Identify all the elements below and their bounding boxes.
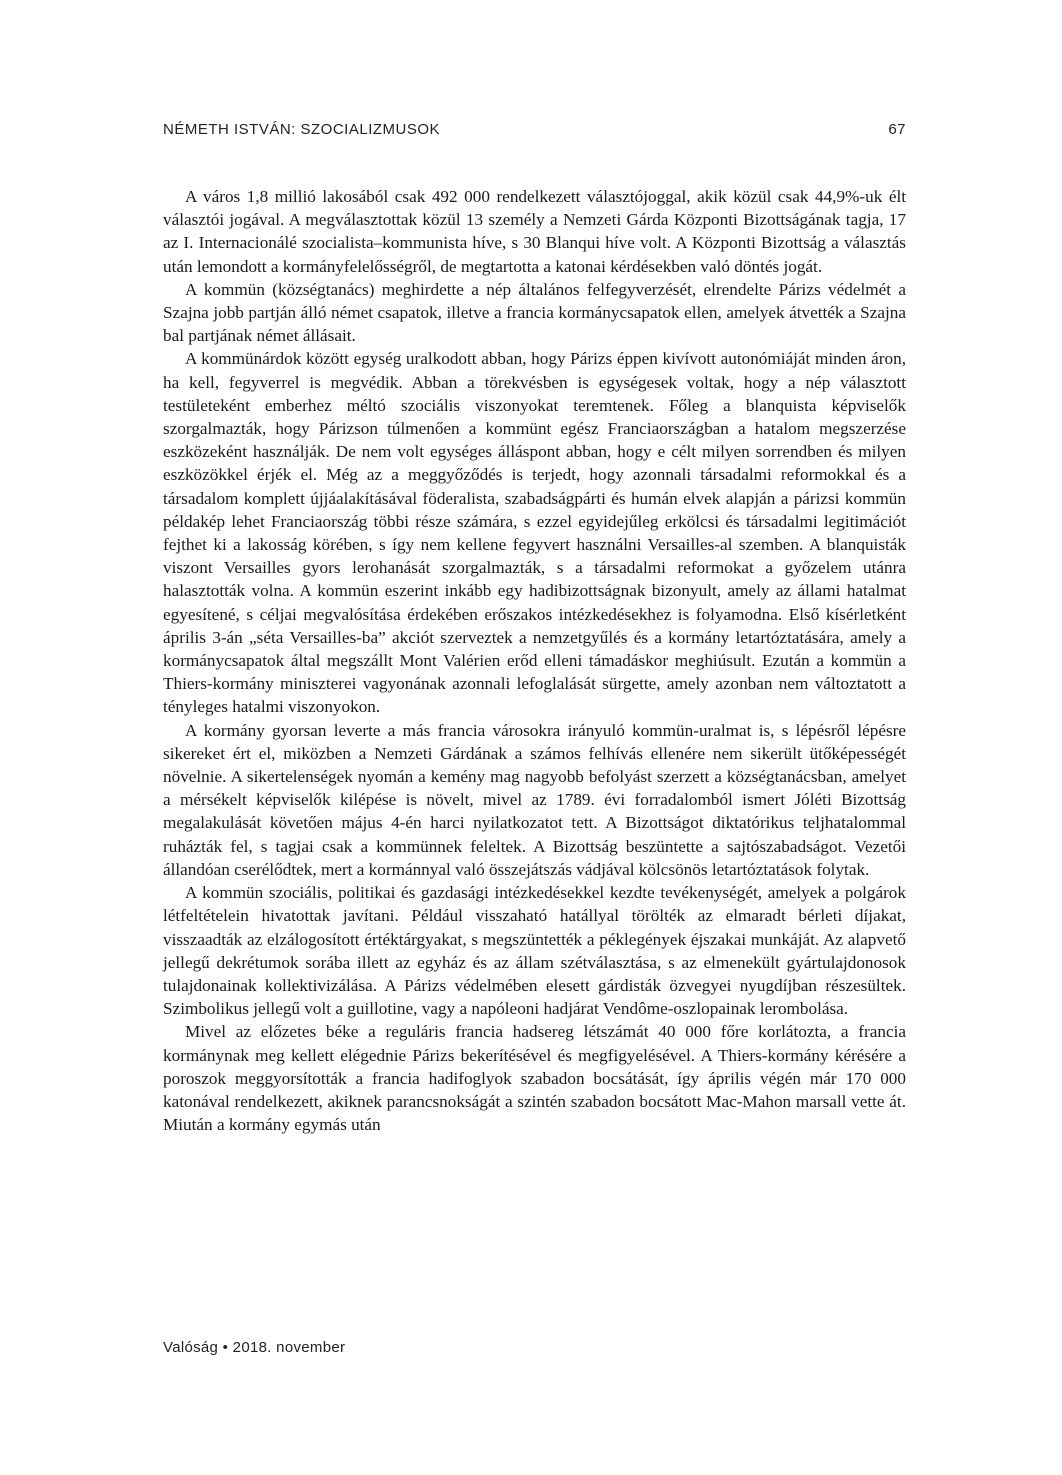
- paragraph: A kormány gyorsan leverte a más francia városokra irányuló kommün-uralmat is, s lépésről lépésre sikereket ért el, miközben a Nemzeti Gárdának a számos felhívás ellenére nem sikerült ütőképességét növelnie. A sikertelenségek nyomán a kemény mag nagyobb befolyást szerzett a községtanácsban, amelyet a mérsékelt képviselők kilépése is növelt, mivel az 1789. évi forradalomból ismert Jóléti Bizottság megalakulását követően május 4-én harci nyilatkozatot tett. A Bizottságot diktatórikus teljhatalommal ruházták fel, s tagjai csak a kommünnek feleltek. A Bizottság beszüntette a sajtószabadságot. Vezetői állandóan cserélődtek, mert a kormánnyal való összejátszás vádjával kölcsönös letartóztatások folytak.: [163, 720, 906, 879]
- article-body: [163, 185, 906, 1136]
- running-header-title: NÉMETH ISTVÁN: SZOCIALIZMUSOK: [163, 121, 441, 138]
- paragraph: Mivel az előzetes béke a reguláris francia hadsereg létszámát 40 000 főre korlátozta, a francia kormánynak meg kellett elégednie Párizs bekerítésével és megfigyelésével. A Thiers-kormány kérésére a poroszok meggyorsították a francia hadifoglyok szabadon bocsátását, így április végén már 170 000 katonával rendelkezett, akiknek parancsnokságát a szintén szabadon bocsátott Mac-Mahon marsall vette át. Miután a kormány egymás után: [163, 1022, 906, 1135]
- page-footer: Valóság • 2018. november: [163, 1339, 346, 1356]
- paragraph: A kommün szociális, politikai és gazdasági intézkedésekkel kezdte tevékenységét, amelyek a polgárok létfeltételein hivatottak javítani. Például visszaható hatállyal törölték az elmaradt bérleti díjakat, visszaadták az elzálogosított értéktárgyakat, s megszüntették a péklegények éjszakai munkáját. Az alapvető jellegű dekrétumok sorába illett az egyház és az állam szétválasztása, s az elmenekült gyártulajdonosok tulajdonainak kollektivizálása. A Párizs védelmében elesett gárdisták özvegyei nyugdíjban részesültek. Szimbolikus jellegű volt a guillotine, vagy a napóleoni hadjárat Vendôme-oszlopainak lerombolása.: [163, 883, 906, 1019]
- paragraph: A város 1,8 millió lakosából csak 492 000 rendelkezett választójoggal, akik közül csak 44,9%-uk élt választói jogával. A megválasztottak közül 13 személy a Nemzeti Gárda Központi Bizottságának tagja, 17 az I. Internacionálé szocialista–kommunista híve, s 30 Blanqui híve volt. A Központi Bizottság a választás után lemondott a kormányfelelősségről, de megtartotta a katonai kérdésekben való döntés jogát.: [163, 187, 906, 276]
- paragraph: A kommünárdok között egység uralkodott abban, hogy Párizs éppen kivívott autonómiáját minden áron, ha kell, fegyverrel is megvédik. Abban a törekvésben is egységesek voltak, hogy a nép választott testületeként emberhez méltó szociális viszonyokat teremtenek. Főleg a blanquista képviselők szorgalmazták, hogy Párizson túlmenően a kommünt egész Franciaországban a hatalom megszerzése eszközeként használják. De nem volt egységes álláspont abban, hogy e célt milyen sorrendben és milyen eszközökkel érjék el. Még az a meggyőződés is terjedt, hogy azonnali társadalmi reformokkal és a társadalom komplett újjáalakításával föderalista, szabadságpárti és humán elvek alapján a párizsi kommün példakép lehet Franciaország többi része számára, s ezzel egyidejűleg erkölcsi és társadalmi legitimációt fejthet ki a lakosság körében, s így nem kellene fegyvert használni Versailles-al szemben. A blanquisták viszont Versailles gyors lerohanását szorgalmazták, s a társadalmi reformokat a győzelem utánra halasztották volna. A kommün eszerint inkább egy hadibizottságnak bizonyult, amely az állami hatalmat egyesítené, s céljai megvalósítása érdekében erőszakos intézkedésekhez is folyamodna. Első kísérletként április 3-án „séta Versailles-ba” akciót szerveztek a nemzetgyűlés és a kormány letartóztatására, amely a kormánycsapatok által megszállt Mont Valérien erőd elleni támadáskor meghiúsult. Ezután a kommün a Thiers-kormány miniszterei vagyonának azonnali lefoglalását sürgette, amely azonban nem változtatott a tényleges hatalmi viszonyokon.: [163, 349, 906, 717]
- paragraph: A kommün (községtanács) meghirdette a nép általános felfegyverzését, elrendelte Párizs védelmét a Szajna jobb partján álló német csapatok, illetve a francia kormánycsapatok ellen, amelyek átvették a Szajna bal partjának német állásait.: [163, 279, 906, 346]
- page-number: 67: [888, 121, 906, 138]
